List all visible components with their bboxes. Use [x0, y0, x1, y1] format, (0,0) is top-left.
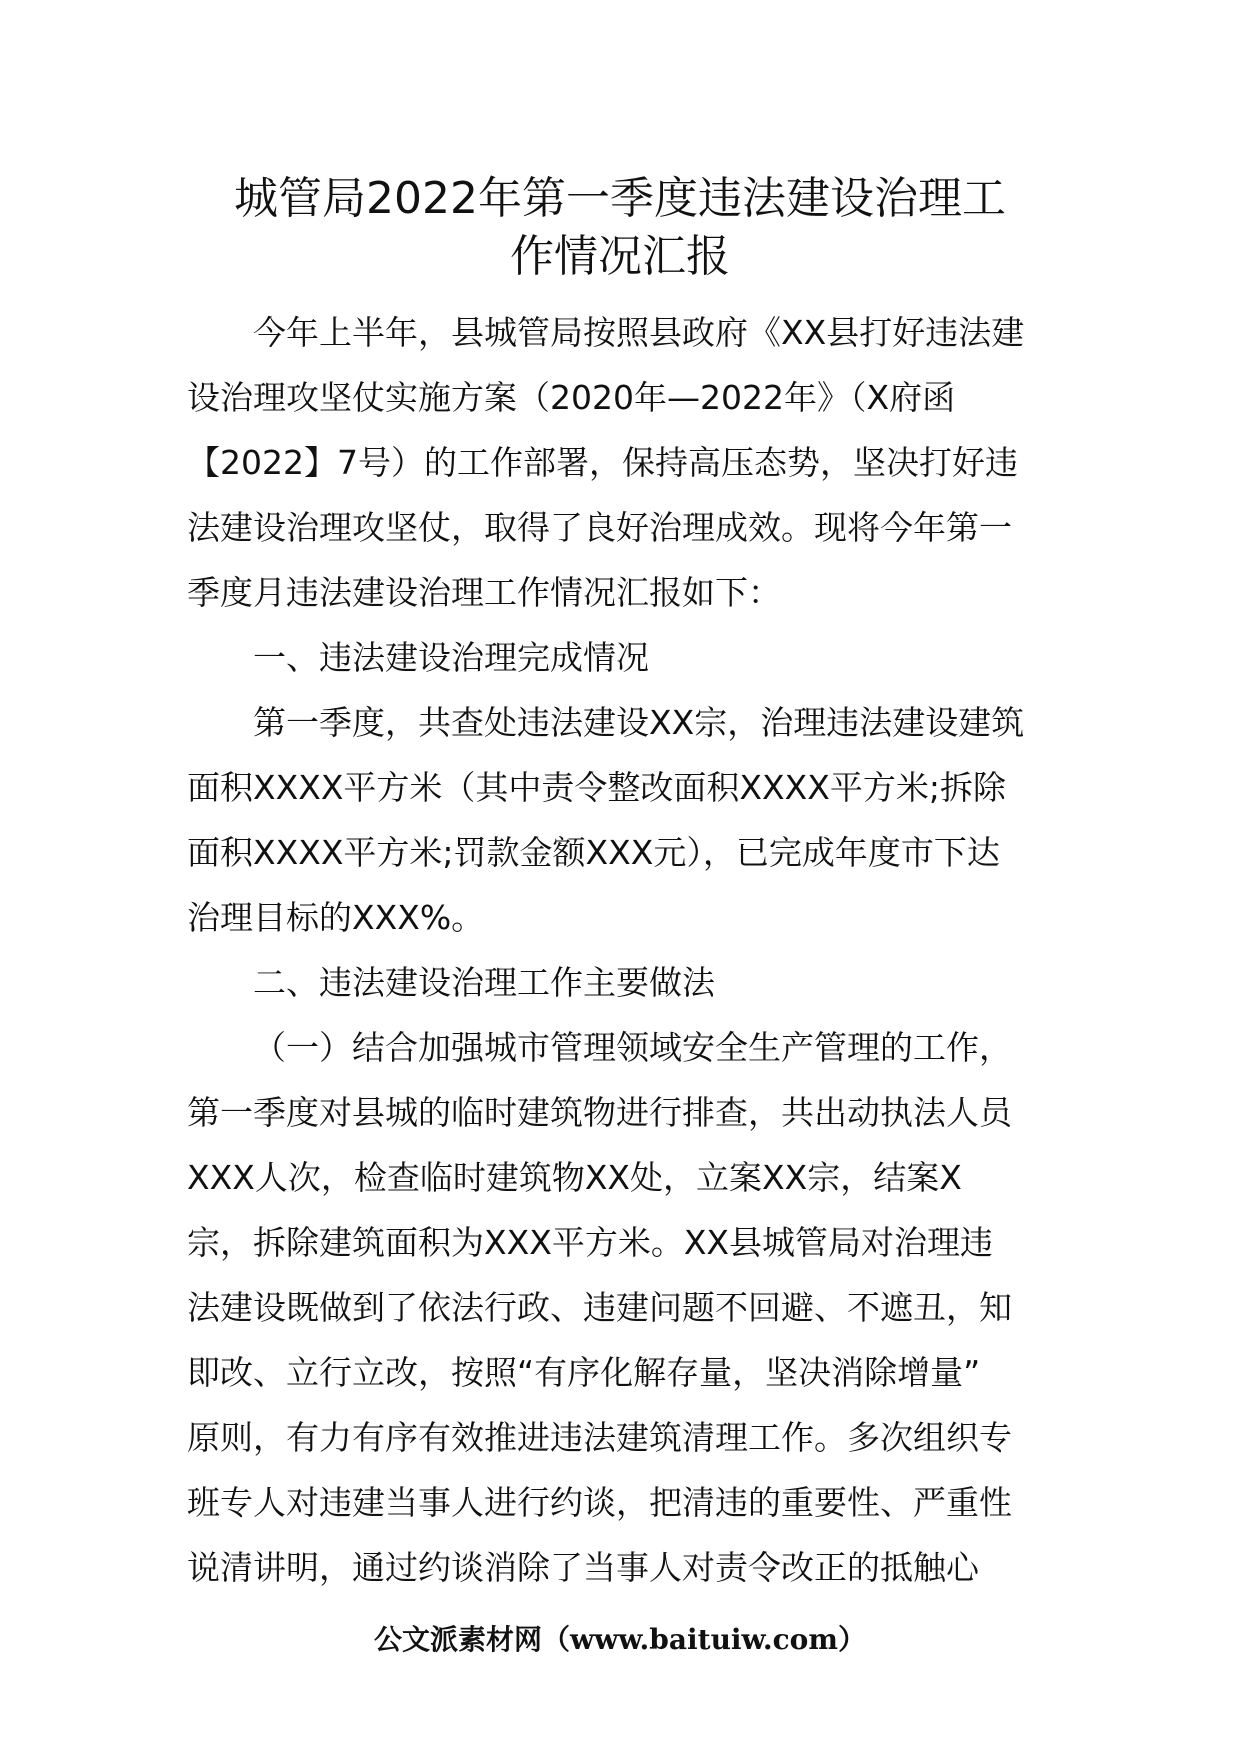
title-line-1: 城管局2022年第一季度违法建设治理工	[234, 173, 1006, 224]
document-body	[187, 300, 1067, 1600]
footer-watermark: 公文派素材网（www.baituiw.com）	[374, 1623, 866, 1656]
paragraph-line: 【2022】7号）的工作部署，保持高压态势，坚决打好违	[187, 443, 1018, 482]
paragraph-line: 第一季度，共查处违法建设XX宗，治理违法建设建筑	[253, 703, 1025, 742]
paragraph-line: 第一季度对县城的临时建筑物进行排查，共出动执法人员	[187, 1093, 1012, 1132]
paragraph-line: 面积XXXX平方米;罚款金额XXX元），已完成年度市下达	[187, 833, 1000, 872]
paragraph-line: 说清讲明，通过约谈消除了当事人对责令改正的抵触心	[187, 1548, 979, 1587]
paragraph-line: 班专人对违建当事人进行约谈，把清违的重要性、严重性	[187, 1483, 1012, 1522]
paragraph-line: 面积XXXX平方米（其中责令整改面积XXXX平方米;拆除	[187, 768, 1006, 807]
paragraph-line: （一）结合加强城市管理领域安全生产管理的工作，	[253, 1028, 1012, 1067]
paragraph-line: 法建设治理攻坚仗，取得了良好治理成效。现将今年第一	[187, 508, 1012, 547]
paragraph-line: 今年上半年，县城管局按照县政府《XX县打好违法建	[253, 313, 1025, 352]
paragraph-line: XXX人次，检查临时建筑物XX处，立案XX宗，结案X	[187, 1158, 962, 1197]
paragraph-line: 宗，拆除建筑面积为XXX平方米。XX县城管局对治理违	[187, 1223, 994, 1262]
paragraph-line: 季度月违法建设治理工作情况汇报如下：	[187, 573, 781, 612]
paragraph-line: 治理目标的XXX%。	[187, 898, 485, 937]
paragraph-line: 法建设既做到了依法行政、违建问题不回避、不遮丑，知	[187, 1288, 1012, 1327]
section-heading: 二、违法建设治理工作主要做法	[253, 963, 715, 1002]
paragraph-line: 设治理攻坚仗实施方案（2020年—2022年》（X府函	[187, 378, 956, 417]
paragraph-line: 即改、立行立改，按照“有序化解存量，坚决消除增量”	[187, 1353, 981, 1392]
title-line-2: 作情况汇报	[510, 231, 730, 282]
section-heading: 一、违法建设治理完成情况	[253, 638, 649, 677]
document-title	[150, 170, 1090, 286]
paragraph-line: 原则，有力有序有效推进违法建筑清理工作。多次组织专	[187, 1418, 1012, 1457]
